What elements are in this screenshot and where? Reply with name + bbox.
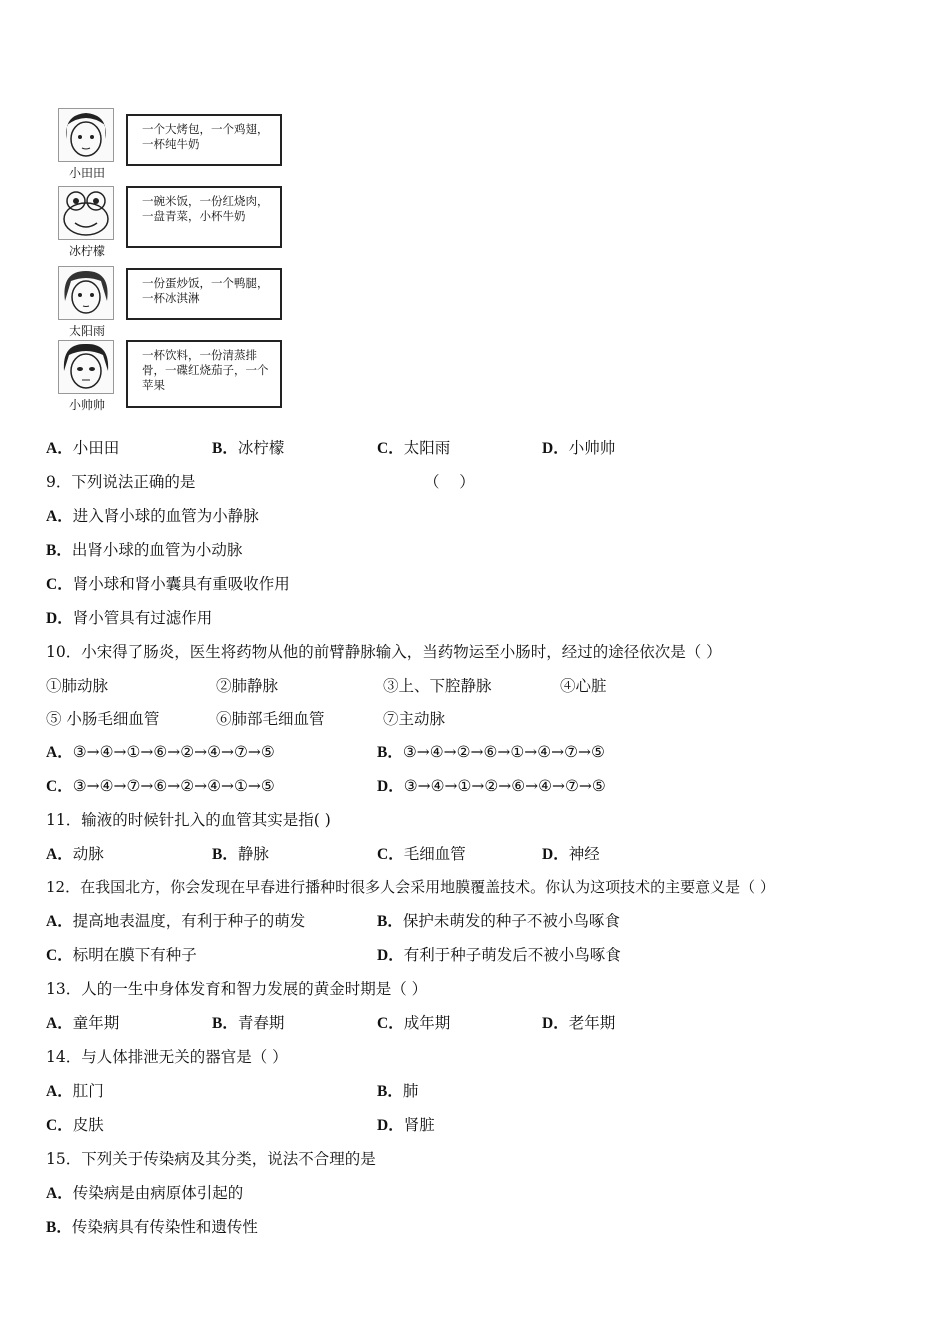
q11-option-b[interactable]: B．静脉 bbox=[212, 845, 269, 863]
meal-box: 一杯饮料，一份清蒸排骨，一碟红烧茄子，一个苹果 bbox=[126, 340, 282, 408]
q13-option-d[interactable]: D．老年期 bbox=[542, 1014, 616, 1032]
q10-option-d[interactable]: D．③→④→①→②→⑥→④→⑦→⑤ bbox=[377, 777, 606, 795]
character-name: 太阳雨 bbox=[68, 324, 105, 338]
q14-option-b[interactable]: B．肺 bbox=[377, 1082, 419, 1100]
q10-item: ⑥肺部毛细血管 bbox=[216, 710, 325, 728]
q10-item: ⑦主动脉 bbox=[383, 710, 446, 728]
q11-option-d[interactable]: D．神经 bbox=[542, 845, 600, 863]
q11-option-c[interactable]: C．毛细血管 bbox=[377, 845, 466, 863]
q13-stem: 13．人的一生中身体发育和智力发展的黄金时期是（ ） bbox=[46, 980, 428, 998]
q8-option-a[interactable]: A．小田田 bbox=[46, 439, 120, 457]
meal-figure bbox=[58, 108, 298, 413]
q10-stem: 10．小宋得了肠炎，医生将药物从他的前臂静脉输入，当药物运至小肠时，经过的途径依次是（ ） bbox=[46, 643, 722, 661]
character-2 bbox=[58, 186, 116, 259]
avatar bbox=[58, 108, 114, 162]
q10-option-c[interactable]: C．③→④→⑦→⑥→②→④→①→⑤ bbox=[46, 777, 275, 795]
q14-option-a[interactable]: A．肛门 bbox=[46, 1082, 104, 1100]
avatar bbox=[58, 266, 114, 320]
q9-answer-paren: （ ） bbox=[424, 473, 475, 491]
avatar bbox=[58, 186, 114, 240]
meal-box: 一份蛋炒饭，一个鸭腿，一杯冰淇淋 bbox=[126, 268, 282, 320]
q10-item: ④心脏 bbox=[560, 677, 607, 695]
meal-box: 一碗米饭，一份红烧肉，一盘青菜，小杯牛奶 bbox=[126, 186, 282, 248]
character-3 bbox=[58, 266, 116, 339]
q15-option-a[interactable]: A．传染病是由病原体引起的 bbox=[46, 1184, 244, 1202]
meal-box: 一个大烤包，一个鸡翅，一杯纯牛奶 bbox=[126, 114, 282, 166]
q9-option-c[interactable]: C．肾小球和肾小囊具有重吸收作用 bbox=[46, 575, 290, 593]
q12-stem: 12．在我国北方，你会发现在早春进行播种时很多人会采用地膜覆盖技术。你认为这项技术的主要意义是（ ） bbox=[46, 878, 775, 896]
q8-option-b[interactable]: B．冰柠檬 bbox=[212, 439, 285, 457]
character-name: 冰柠檬 bbox=[68, 244, 105, 258]
avatar bbox=[58, 340, 114, 394]
q10-item: ②肺静脉 bbox=[216, 677, 279, 695]
q13-option-a[interactable]: A．童年期 bbox=[46, 1014, 120, 1032]
q9-option-b[interactable]: B．出肾小球的血管为小动脉 bbox=[46, 541, 243, 559]
q13-option-b[interactable]: B．青春期 bbox=[212, 1014, 285, 1032]
q14-option-d[interactable]: D．肾脏 bbox=[377, 1116, 435, 1134]
q9-option-d[interactable]: D．肾小管具有过滤作用 bbox=[46, 609, 213, 627]
q12-option-d[interactable]: D．有利于种子萌发后不被小鸟啄食 bbox=[377, 946, 621, 964]
q10-item: ⑤ 小肠毛细血管 bbox=[46, 710, 160, 728]
q9-stem: 9．下列说法正确的是 bbox=[46, 473, 196, 491]
q8-option-d[interactable]: D．小帅帅 bbox=[542, 439, 616, 457]
q10-item: ①肺动脉 bbox=[46, 677, 109, 695]
q14-stem: 14．与人体排泄无关的器官是（ ） bbox=[46, 1048, 288, 1066]
q15-option-b[interactable]: B．传染病具有传染性和遗传性 bbox=[46, 1218, 258, 1236]
q9-option-a[interactable]: A．进入肾小球的血管为小静脉 bbox=[46, 507, 259, 525]
q11-option-a[interactable]: A．动脉 bbox=[46, 845, 104, 863]
q10-item: ③上、下腔静脉 bbox=[383, 677, 492, 695]
q15-stem: 15．下列关于传染病及其分类，说法不合理的是 bbox=[46, 1150, 376, 1168]
q12-option-a[interactable]: A．提高地表温度，有利于种子的萌发 bbox=[46, 912, 306, 930]
character-name: 小田田 bbox=[68, 166, 105, 180]
character-1 bbox=[58, 108, 116, 181]
q14-option-c[interactable]: C．皮肤 bbox=[46, 1116, 104, 1134]
q12-option-c[interactable]: C．标明在膜下有种子 bbox=[46, 946, 197, 964]
q10-option-b[interactable]: B．③→④→②→⑥→①→④→⑦→⑤ bbox=[377, 743, 605, 761]
character-4 bbox=[58, 340, 116, 413]
q10-option-a[interactable]: A．③→④→①→⑥→②→④→⑦→⑤ bbox=[46, 743, 275, 761]
q11-stem: 11．输液的时候针扎入的血管其实是指( ) bbox=[46, 811, 331, 829]
character-name: 小帅帅 bbox=[68, 398, 105, 412]
q8-option-c[interactable]: C．太阳雨 bbox=[377, 439, 451, 457]
q12-option-b[interactable]: B．保护未萌发的种子不被小鸟啄食 bbox=[377, 912, 620, 930]
q13-option-c[interactable]: C．成年期 bbox=[377, 1014, 451, 1032]
